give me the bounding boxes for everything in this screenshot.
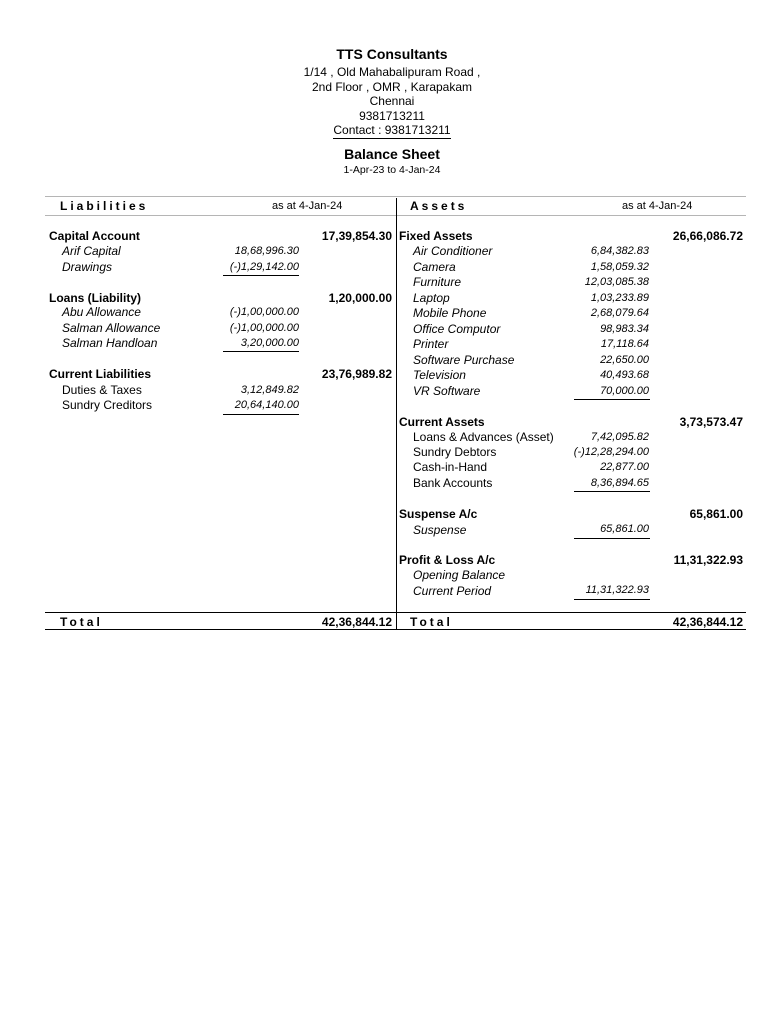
ledger-amount: 11,31,322.93 — [585, 584, 649, 596]
ledger-label: Television — [413, 368, 466, 382]
ledger-amount: 40,493.68 — [600, 369, 649, 381]
ledger-label: Air Conditioner — [413, 244, 493, 258]
liabilities-total-label: Total — [60, 615, 103, 629]
address-line: 9381713211 — [359, 108, 425, 123]
ledger-label: Sundry Creditors — [62, 398, 153, 412]
assets-as-at: as at 4-Jan-24 — [622, 200, 693, 212]
ledger-label: Salman Allowance — [62, 321, 161, 335]
subtotal-underline — [574, 538, 650, 539]
ledger-label: VR Software — [413, 384, 481, 398]
contact-line: Contact : 9381713211 — [333, 123, 451, 138]
ledger-label: Opening Balance — [413, 568, 506, 582]
ledger-label: Salman Handloan — [62, 336, 158, 350]
total-top-rule — [45, 612, 746, 613]
ledger-amount: 18,68,996.30 — [234, 245, 299, 257]
group-fixed-assets: Fixed Assets — [399, 229, 473, 243]
column-divider — [396, 198, 397, 630]
group-current-assets: Current Assets — [399, 415, 485, 429]
group-total: 11,31,322.93 — [673, 553, 743, 567]
subtotal-underline — [223, 275, 299, 276]
ledger-label: Office Computor — [413, 322, 501, 336]
ledger-amount: 22,650.00 — [600, 354, 649, 366]
ledger-amount: (-)12,28,294.00 — [573, 446, 649, 458]
report-title: Balance Sheet — [344, 146, 440, 162]
company-name: TTS Consultants — [336, 46, 448, 62]
ledger-label: Duties & Taxes — [62, 383, 142, 397]
ledger-label: Software Purchase — [413, 353, 515, 367]
ledger-label: Abu Allowance — [62, 305, 141, 319]
ledger-amount: (-)1,00,000.00 — [229, 322, 299, 334]
group-profit-loss: Profit & Loss A/c — [399, 553, 496, 567]
ledger-amount: 65,861.00 — [600, 523, 649, 535]
total-bottom-rule — [45, 629, 746, 630]
ledger-amount: 6,84,382.83 — [590, 245, 649, 257]
assets-total-label: Total — [410, 615, 453, 629]
group-total: 17,39,854.30 — [321, 229, 392, 243]
ledger-label: Current Period — [413, 584, 492, 598]
assets-total: 42,36,844.12 — [672, 615, 743, 629]
ledger-amount: 3,12,849.82 — [240, 384, 299, 396]
group-total: 1,20,000.00 — [328, 291, 392, 305]
subtotal-underline — [223, 414, 299, 415]
ledger-amount: 2,68,079.64 — [590, 307, 649, 319]
report-period: 1-Apr-23 to 4-Jan-24 — [343, 164, 441, 176]
liabilities-total: 42,36,844.12 — [321, 615, 392, 629]
liabilities-as-at: as at 4-Jan-24 — [272, 200, 343, 212]
ledger-amount: (-)1,29,142.00 — [229, 261, 299, 273]
group-total: 3,73,573.47 — [679, 415, 743, 429]
subtotal-underline — [223, 351, 299, 352]
ledger-label: Loans & Advances (Asset) — [413, 430, 554, 444]
ledger-amount: 98,983.34 — [600, 323, 649, 335]
company-address — [0, 65, 768, 139]
ledger-label: Drawings — [62, 260, 113, 274]
ledger-label: Mobile Phone — [413, 306, 487, 320]
assets-heading: Assets — [410, 199, 468, 213]
ledger-label: Camera — [413, 260, 456, 274]
group-current-liabilities: Current Liabilities — [49, 367, 152, 381]
ledger-label: Cash-in-Hand — [413, 460, 488, 474]
group-capital-account: Capital Account — [49, 229, 140, 243]
ledger-amount: 1,03,233.89 — [590, 292, 649, 304]
address-line: 1/14 , Old Mahabalipuram Road , — [303, 65, 481, 79]
group-total: 23,76,989.82 — [321, 367, 392, 381]
liabilities-heading: Liabilities — [60, 199, 149, 213]
group-total: 65,861.00 — [689, 507, 743, 521]
ledger-label: Sundry Debtors — [413, 445, 497, 459]
top-rule — [45, 196, 746, 197]
ledger-amount: 12,03,085.38 — [584, 276, 649, 288]
ledger-amount: 8,36,894.65 — [590, 477, 649, 489]
address-line: 2nd Floor , OMR , Karapakam — [311, 79, 473, 94]
ledger-amount: 17,118.64 — [600, 338, 649, 350]
subtotal-underline — [574, 399, 650, 400]
ledger-amount: 20,64,140.00 — [234, 399, 299, 411]
subtotal-underline — [574, 491, 650, 492]
ledger-amount: 3,20,000.00 — [240, 337, 299, 349]
ledger-label: Furniture — [413, 275, 462, 289]
subtotal-underline — [574, 599, 650, 600]
ledger-amount: 70,000.00 — [600, 385, 649, 397]
address-line: Chennai — [369, 94, 415, 109]
ledger-amount: 1,58,059.32 — [590, 261, 649, 273]
ledger-label: Suspense — [413, 523, 467, 537]
ledger-label: Arif Capital — [62, 244, 121, 258]
ledger-amount: 22,877.00 — [600, 461, 649, 473]
ledger-label: Laptop — [413, 291, 450, 305]
ledger-amount: 7,42,095.82 — [590, 431, 649, 443]
ledger-label: Bank Accounts — [413, 476, 493, 490]
ledger-amount: (-)1,00,000.00 — [229, 306, 299, 318]
group-total: 26,66,086.72 — [672, 229, 743, 243]
group-loans-liability: Loans (Liability) — [49, 291, 142, 305]
ledger-label: Printer — [413, 337, 449, 351]
group-suspense: Suspense A/c — [399, 507, 478, 521]
